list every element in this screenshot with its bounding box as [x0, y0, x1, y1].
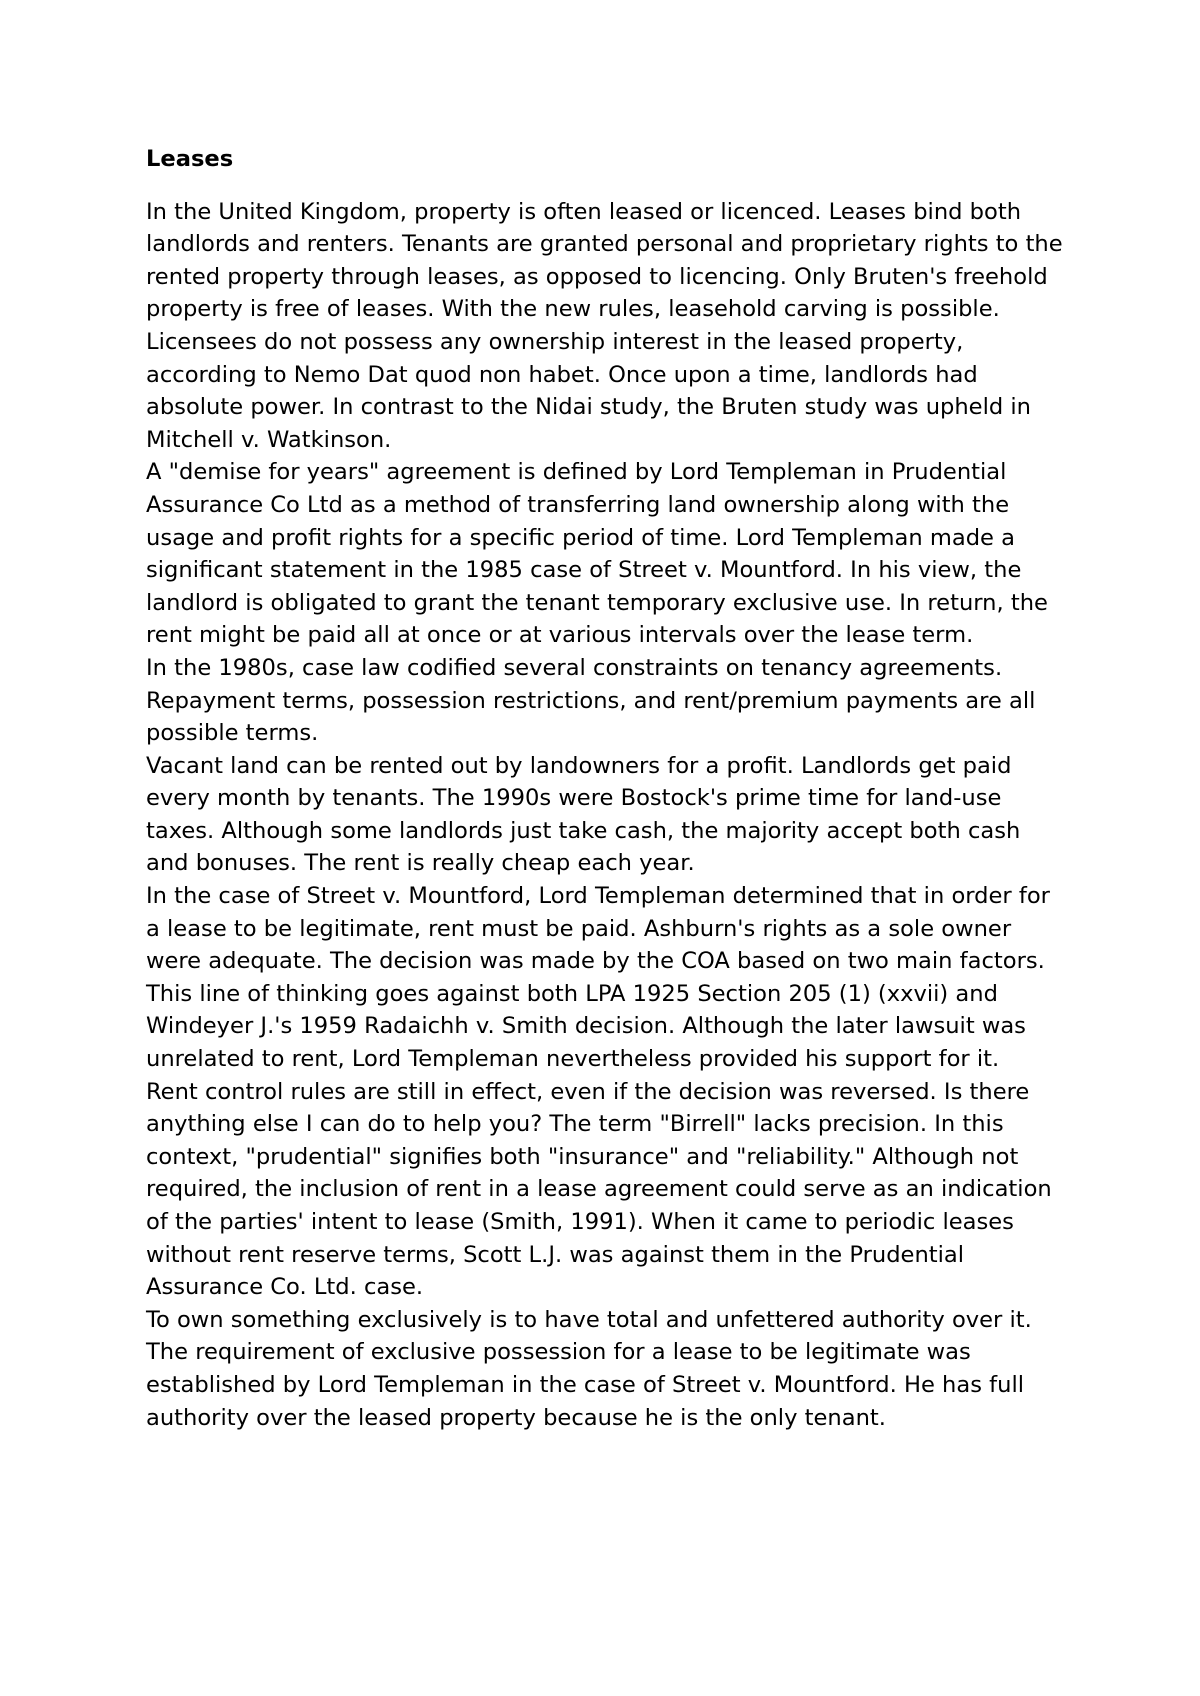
paragraph-5: In the case of Street v. Mountford, Lord Templeman determined that in order for a lease to be legitimate, rent must be paid. Ashburn's rights as a sole owner were adequate. The decision was made by the COA based on two main factors. This line of thinking goes against both LPA 1925 Section 205 (1) (xxvii) and Windeyer J.'s 1959 Radaichh v. Smith decision. Although the later lawsuit was unrelated to rent, Lord Templeman nevertheless provided his support for it.: [146, 883, 1050, 1073]
paragraph-3: In the 1980s, case law codified several constraints on tenancy agreements. Repayment terms, possession restrictions, and rent/premium payments are all possible terms.: [146, 654, 1036, 747]
paragraph-4: Vacant land can be rented out by landowners for a profit. Landlords get paid every month by tenants. The 1990s were Bostock's prime time for land-use taxes. Although some landlords just take cash, the majority accept both cash and bonuses. The rent is really cheap each year.: [146, 752, 1021, 877]
paragraph-6: Rent control rules are still in effect, even if the decision was reversed. Is there anything else I can do to help you? The term "Birrell" lacks precision. In this context, "prudential" signifies both "insurance" and "reliability." Although not required, the inclusion of rent in a lease agreement could serve as an indication of the parties' intent to lease (Smith, 1991). When it came to periodic leases without rent reserve terms, Scott L.J. was against them in the Prudential Assurance Co. Ltd. case.: [146, 1078, 1052, 1301]
paragraph-1: In the United Kingdom, property is often leased or licenced. Leases bind both landlords and renters. Tenants are granted personal and proprietary rights to the rented property through leases, as opposed to licencing. Only Bruten's freehold property is free of leases. With the new rules, leasehold carving is possible. Licensees do not possess any ownership interest in the leased property, according to Nemo Dat quod non habet. Once upon a time, landlords had absolute power. In contrast to the Nidai study, the Bruten study was upheld in Mitchell v. Watkinson.: [146, 198, 1063, 453]
document-title: Leases: [146, 146, 234, 172]
document-body: [146, 143, 1066, 1434]
paragraph-2: A "demise for years" agreement is defined by Lord Templeman in Prudential Assurance Co Ltd as a method of transferring land ownership along with the usage and profit rights for a specific period of time. Lord Templeman made a significant statement in the 1985 case of Street v. Mountford. In his view, the landlord is obligated to grant the tenant temporary exclusive use. In return, the rent might be paid all at once or at various intervals over the lease term.: [146, 459, 1048, 649]
paragraph-7: To own something exclusively is to have total and unfettered authority over it.: [146, 1306, 1032, 1333]
paragraph-8: The requirement of exclusive possession for a lease to be legitimate was established by Lord Templeman in the case of Street v. Mountford. He has full authority over the leased property because he is the only tenant.: [146, 1339, 1024, 1431]
